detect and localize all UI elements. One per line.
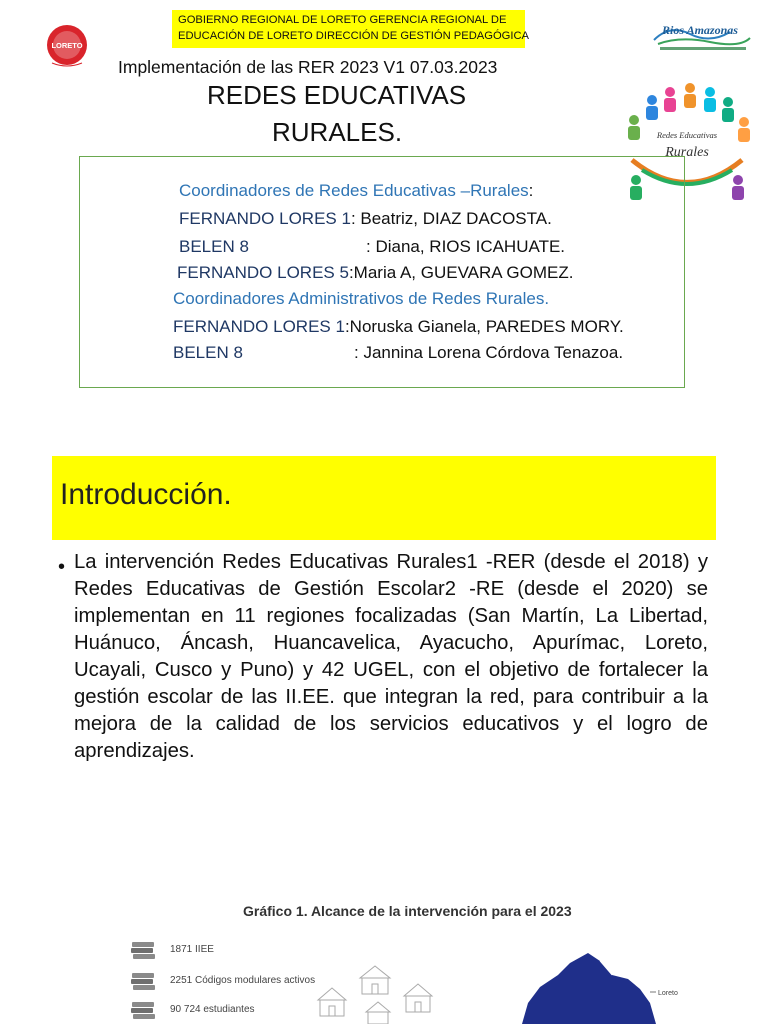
books-icon xyxy=(130,940,156,962)
stat-text: 90 724 estudiantes xyxy=(170,1004,255,1015)
stat-text: 2251 Códigos modulares activos xyxy=(170,975,316,986)
bullet-icon: • xyxy=(58,556,66,578)
coordinator-row: FERNANDO LORES 5:Maria A, GUEVARA GOMEZ. xyxy=(177,263,574,282)
coordinator-row: FERNANDO LORES 1: Beatriz, DIAZ DACOSTA. xyxy=(179,209,552,228)
implementation-line: Implementación de las RER 2023 V1 07.03.2023 xyxy=(118,57,498,77)
page-title-line-1: REDES EDUCATIVAS xyxy=(207,80,467,110)
graphic-title: Gráfico 1. Alcance de la intervención para el 2023 xyxy=(243,903,572,919)
intro-paragraph: La intervención Redes Educativas Rurales1 -RER (desde el 2018) y Redes Educativas de Gestión Escolar2 -RE (desde el 2020) se implementan en 11 regiones focalizadas (San Martín, La Libertad, Huánuco, Áncash, Huancavelica, Ayacucho, Apurímac, Loreto, Ucayali, Cusco y Puno) y 42 UGEL, con el objetivo de fortalecer la gestión escolar de las II.EE. que integran la red, para contribuir a la mejora de la calidad de los servicios educativos y el logro de aprendizajes. xyxy=(74,551,708,762)
header-banner xyxy=(172,10,530,48)
map-label: Loreto xyxy=(658,990,678,997)
loreto-logo-text: LORETO xyxy=(51,41,83,50)
school-buildings-icon xyxy=(300,960,450,1024)
page-title-line-2: RURALES. xyxy=(272,117,403,147)
intro-title: Introducción. xyxy=(60,478,232,511)
books-icon xyxy=(130,1000,156,1022)
coordinators-heading: Coordinadores de Redes Educativas –Rurales: xyxy=(179,181,534,200)
kids-logo-text-2: Rurales xyxy=(665,145,709,160)
loreto-logo-icon xyxy=(44,23,90,69)
loreto-map-icon xyxy=(500,945,690,1024)
header-line-2: EDUCACIÓN DE LORETO DIRECCIÓN DE GESTIÓN PEDAGÓGICA xyxy=(178,30,530,42)
admin-coordinator-row: BELEN 8 : Jannina Lorena Córdova Tenazoa. xyxy=(173,343,624,362)
admin-coordinators-heading: Coordinadores Administrativos de Redes Rurales. xyxy=(173,289,550,308)
books-icon xyxy=(130,971,156,993)
stat-text: 1871 IIEE xyxy=(170,944,214,955)
coordinator-row: BELEN 8 : Diana, RIOS ICAHUATE. xyxy=(179,237,566,256)
rios-amazonas-logo-icon xyxy=(650,14,754,54)
admin-coordinator-row: FERNANDO LORES 1:Noruska Gianela, PAREDES MORY. xyxy=(173,317,624,336)
coordinators-box xyxy=(79,156,685,388)
kids-logo-text-1: Redes Educativas xyxy=(656,130,718,140)
rios-logo-text: Rios Amazonas xyxy=(662,23,738,37)
header-line-1: GOBIERNO REGIONAL DE LORETO GERENCIA REGIONAL DE xyxy=(178,14,507,26)
